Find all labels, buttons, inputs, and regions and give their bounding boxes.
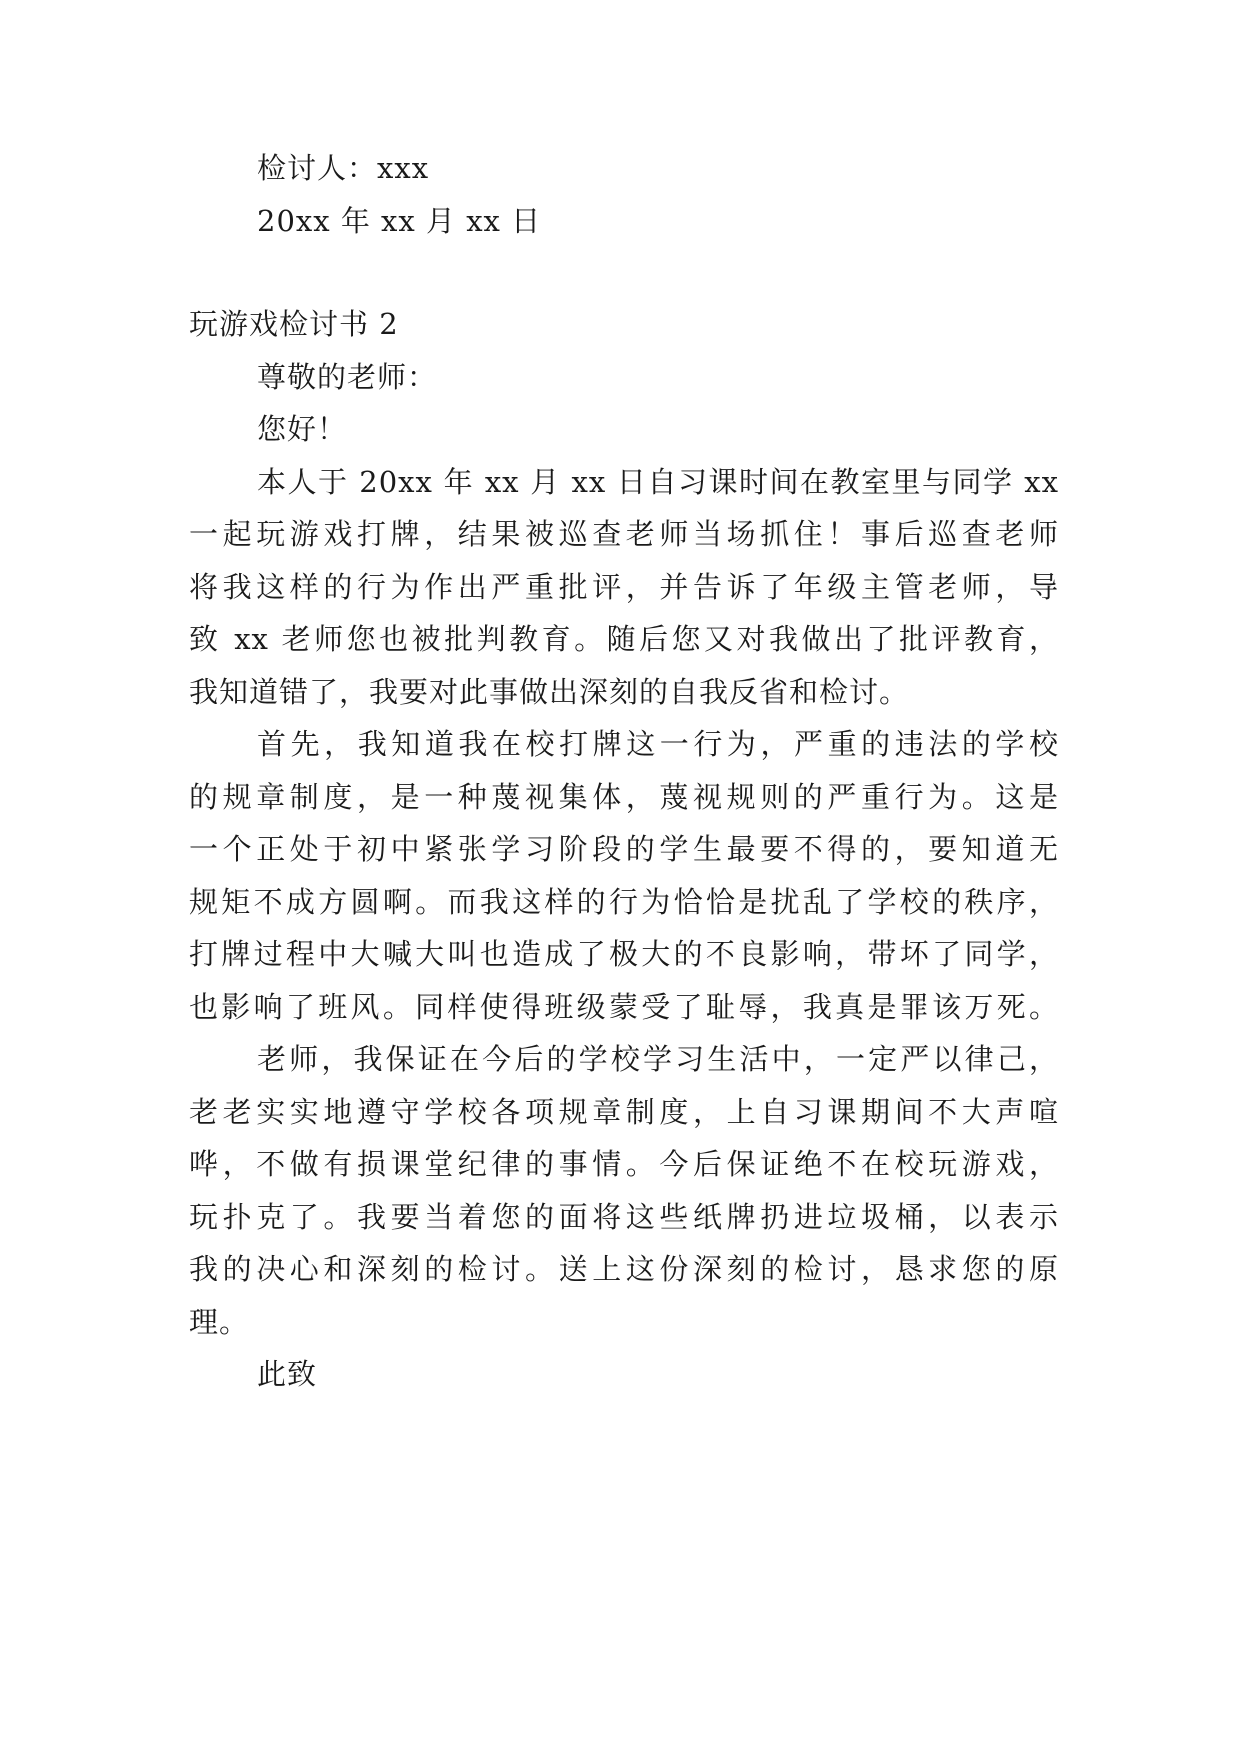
paragraph-2-line-4: 规矩不成方圆啊。而我这样的行为恰恰是扰乱了学校的秩序，: [189, 885, 1059, 919]
paragraph-3-line-2: 老老实实地遵守学校各项规章制度，上自习课期间不大声喧: [189, 1095, 1059, 1129]
paragraph-3-line-4: 玩扑克了。我要当着您的面将这些纸牌扔进垃圾桶，以表示: [189, 1200, 1059, 1234]
paragraph-2-line-6: 也影响了班风。同样使得班级蒙受了耻辱，我真是罪该万死。: [189, 990, 1059, 1024]
reviewer-signature: 检讨人：xxx: [257, 151, 430, 185]
paragraph-2-line-1: 首先，我知道我在校打牌这一行为，严重的违法的学校: [257, 727, 1059, 761]
paragraph-1-line-4: 致 xx 老师您也被批判教育。随后您又对我做出了批评教育，: [189, 622, 1059, 656]
paragraph-2-line-5: 打牌过程中大喊大叫也造成了极大的不良影响，带坏了同学，: [189, 937, 1059, 971]
paragraph-3-line-5: 我的决心和深刻的检讨。送上这份深刻的检讨，恳求您的原: [189, 1252, 1059, 1286]
greeting: 您好！: [257, 412, 348, 446]
paragraph-1-line-5: 我知道错了，我要对此事做出深刻的自我反省和检讨。: [189, 675, 910, 709]
salutation: 尊敬的老师：: [257, 360, 438, 394]
paragraph-2-line-2: 的规章制度，是一种蔑视集体，蔑视规则的严重行为。这是: [189, 780, 1059, 814]
closing: 此致: [257, 1357, 318, 1391]
signature-date: 20xx 年 xx 月 xx 日: [257, 204, 542, 238]
paragraph-1-line-1: 本人于 20xx 年 xx 月 xx 日自习课时间在教室里与同学 xx: [257, 465, 1059, 499]
paragraph-1-line-3: 将我这样的行为作出严重批评，并告诉了年级主管老师，导: [189, 570, 1059, 604]
paragraph-3-line-1: 老师，我保证在今后的学校学习生活中，一定严以律己，: [257, 1042, 1059, 1076]
paragraph-2-line-3: 一个正处于初中紧张学习阶段的学生最要不得的，要知道无: [189, 832, 1059, 866]
paragraph-3-line-3: 哗，不做有损课堂纪律的事情。今后保证绝不在校玩游戏，: [189, 1147, 1059, 1181]
paragraph-3-line-6: 理。: [189, 1305, 250, 1339]
section-title: 玩游戏检讨书 2: [189, 307, 399, 341]
paragraph-1-line-2: 一起玩游戏打牌，结果被巡查老师当场抓住！事后巡查老师: [189, 517, 1059, 551]
